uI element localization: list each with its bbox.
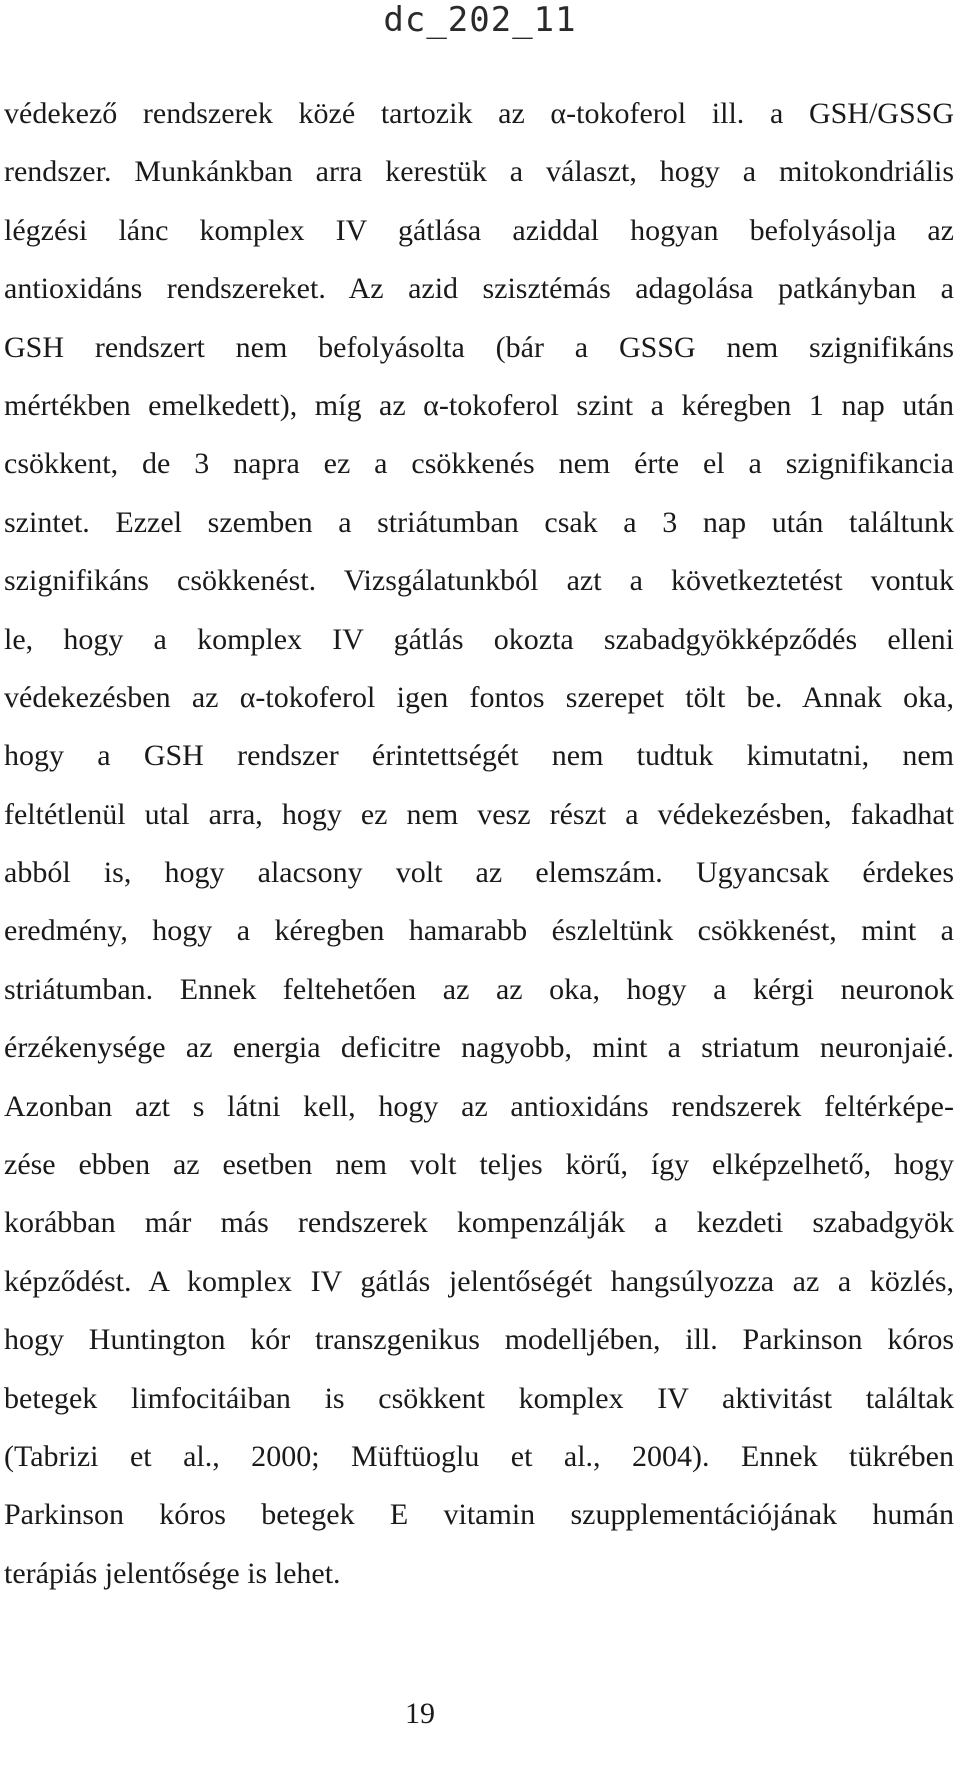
- text-line: eredmény, hogy a kéregben hamarabb észleltünk csökkenést, mint a: [4, 914, 954, 948]
- text-line: csökkent, de 3 napra ez a csökkenés nem érte el a szignifikancia: [4, 447, 954, 481]
- text-line: érzékenysége az energia deficitre nagyobb, mint a striatum neuronjaié.: [4, 1031, 954, 1065]
- text-line: (Tabrizi et al., 2000; Müftüoglu et al., 2004). Ennek tükrében: [4, 1439, 954, 1473]
- text-line: légzési lánc komplex IV gátlása aziddal hogyan befolyásolja az: [4, 213, 954, 247]
- text-line: Parkinson kóros betegek E vitamin szupplementációjának humán: [4, 1498, 954, 1532]
- text-line: mértékben emelkedett), míg az α-tokoferol szint a kéregben 1 nap után: [4, 388, 954, 422]
- text-line: Azonban azt s látni kell, hogy az antioxidáns rendszerek feltérképe-: [4, 1089, 954, 1123]
- text-line: korábban már más rendszerek kompenzálják a kezdeti szabadgyök: [4, 1206, 954, 1240]
- text-line: hogy Huntington kór transzgenikus modelljében, ill. Parkinson kóros: [4, 1323, 954, 1357]
- text-line: abból is, hogy alacsony volt az elemszám. Ugyancsak érdekes: [4, 856, 954, 890]
- text-line: védekező rendszerek közé tartozik az α-tokoferol ill. a GSH/GSSG: [4, 97, 954, 130]
- text-line: feltétlenül utal arra, hogy ez nem vesz részt a védekezésben, fakadhat: [4, 797, 954, 831]
- page-number: 19: [405, 1697, 435, 1730]
- text-line: GSH rendszert nem befolyásolta (bár a GSSG nem szignifikáns: [4, 330, 954, 364]
- text-line: szintet. Ezzel szemben a striátumban csak a 3 nap után találtunk: [4, 505, 954, 539]
- text-line: képződést. A komplex IV gátlás jelentőségét hangsúlyozza az a közlés,: [4, 1264, 954, 1298]
- document-id-header: dc_202_11: [383, 0, 577, 40]
- text-line-last: terápiás jelentősége is lehet.: [4, 1556, 341, 1590]
- text-line: védekezésben az α-tokoferol igen fontos szerepet tölt be. Annak oka,: [4, 680, 954, 714]
- text-line: antioxidáns rendszereket. Az azid szisztémás adagolása patkányban a: [4, 272, 954, 306]
- text-line: le, hogy a komplex IV gátlás okozta szabadgyökképződés elleni: [4, 622, 954, 656]
- text-line: zése ebben az esetben nem volt teljes körű, így elképzelhető, hogy: [4, 1148, 954, 1182]
- body-paragraph: [4, 85, 954, 1603]
- text-line: szignifikáns csökkenést. Vizsgálatunkból azt a következtetést vontuk: [4, 564, 954, 598]
- text-line: betegek limfocitáiban is csökkent komplex IV aktivitást találtak: [4, 1381, 954, 1415]
- text-line: striátumban. Ennek feltehetően az az oka, hogy a kérgi neuronok: [4, 972, 954, 1006]
- text-line: rendszer. Munkánkban arra kerestük a választ, hogy a mitokondriális: [4, 155, 954, 189]
- text-line: hogy a GSH rendszer érintettségét nem tudtuk kimutatni, nem: [4, 739, 954, 773]
